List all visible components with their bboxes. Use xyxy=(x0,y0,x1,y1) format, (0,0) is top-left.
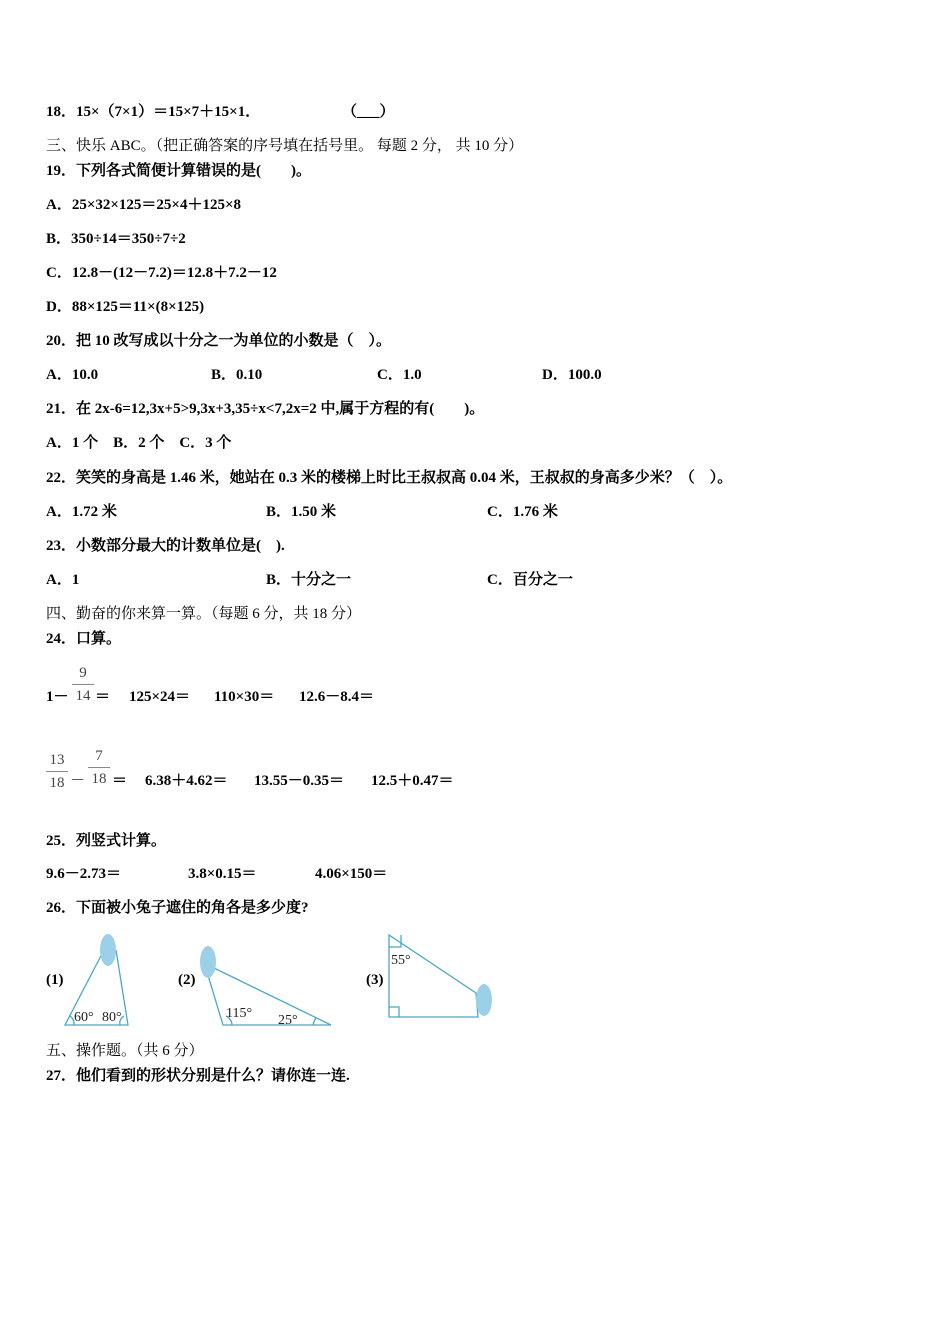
q25: 25．列竖式计算。 xyxy=(46,833,167,849)
q23-option-a: A．1 xyxy=(46,572,80,588)
calc-item: 3.8×0.15＝ xyxy=(188,866,257,882)
calc-item: 125×24＝ xyxy=(129,689,191,705)
q20-option-b: B．0.10 xyxy=(211,367,263,383)
section-4-heading: 四、勤奋的你来算一算。（每题 6 分，共 18 分） xyxy=(46,606,362,622)
angle-label: 60° xyxy=(74,1010,94,1025)
equals: ＝ xyxy=(112,773,128,789)
q20-option-a: A．10.0 xyxy=(46,367,99,383)
q19-option-d: D．88×125＝11×(8×125) xyxy=(46,299,205,315)
triangle-2 xyxy=(204,962,331,1025)
fraction: 9 14 xyxy=(72,664,94,705)
q22: 22．笑笑的身高是 1.46 米，她站在 0.3 米的楼梯上时比王叔叔高 0.04 米，王叔叔的身高多少米？（ ）。 xyxy=(46,470,733,486)
triangle-figures xyxy=(0,920,520,1035)
calc-item: 9.6－2.73＝ xyxy=(46,866,122,882)
q23: 23．小数部分最大的计数单位是( ). xyxy=(46,538,285,554)
q19: 19．下列各式简便计算错误的是( )。 xyxy=(46,163,311,179)
figure-label: (1) xyxy=(46,972,64,988)
q21-options: A．1 个 B．2 个 C．3 个 xyxy=(46,435,232,451)
q24: 24．口算。 xyxy=(46,631,122,647)
section-5-heading: 五、操作题。（共 6 分） xyxy=(46,1043,204,1059)
calc-item: 13.55－0.35＝ xyxy=(254,773,345,789)
angle-label: 115° xyxy=(226,1006,253,1021)
section-3-heading: 三、快乐 ABC。（把正确答案的序号填在括号里。 每题 2 分， 共 10 分） xyxy=(46,138,524,154)
triangle-3 xyxy=(389,935,478,1017)
q20-option-c: C．1.0 xyxy=(377,367,422,383)
angle-label: 55° xyxy=(391,953,411,968)
q19-option-a: A．25×32×125＝25×4＋125×8 xyxy=(46,197,242,213)
calc-item: 4.06×150＝ xyxy=(315,866,388,882)
rabbit-icon xyxy=(100,934,492,1016)
q19-option-c: C．12.8－(12－7.2)＝12.8＋7.2－12 xyxy=(46,265,277,281)
q23-option-c: C．百分之一 xyxy=(487,572,573,588)
q20-option-d: D．100.0 xyxy=(542,367,602,383)
figure-label: (3) xyxy=(366,972,384,988)
q24-r1-prefix: 1－ xyxy=(46,689,69,705)
q20: 20．把 10 改写成以十分之一为单位的小数是（ ）。 xyxy=(46,333,392,349)
q22-option-c: C．1.76 米 xyxy=(487,504,558,520)
q22-option-a: A．1.72 米 xyxy=(46,504,117,520)
angle-label: 80° xyxy=(102,1010,122,1025)
angle-label: 25° xyxy=(278,1013,298,1028)
q18: 18．15×（7×1）＝15×7＋15×1． xyxy=(46,104,261,120)
q18-blank: （___） xyxy=(342,104,395,120)
equals: ＝ xyxy=(95,689,111,705)
q22-option-b: B．1.50 米 xyxy=(266,504,337,520)
fraction: 7 18 xyxy=(88,747,110,788)
q27: 27．他们看到的形状分别是什么？请你连一连. xyxy=(46,1068,350,1084)
q19-option-b: B．350÷14＝350÷7÷2 xyxy=(46,231,186,247)
calc-item: 6.38＋4.62＝ xyxy=(145,773,228,789)
calc-item: 12.5＋0.47＝ xyxy=(371,773,454,789)
q26: 26．下面被小兔子遮住的角各是多少度? xyxy=(46,900,309,916)
q21: 21．在 2x-6=12,3x+5>9,3x+3,35÷x<7,2x=2 中,属于方程的有( )。 xyxy=(46,401,485,417)
figure-label: (2) xyxy=(178,972,196,988)
q23-option-b: B．十分之一 xyxy=(266,572,352,588)
calc-item: 12.6－8.4＝ xyxy=(299,689,375,705)
minus: － xyxy=(70,773,86,789)
calc-item: 110×30＝ xyxy=(214,689,275,705)
fraction: 13 18 xyxy=(46,751,68,792)
